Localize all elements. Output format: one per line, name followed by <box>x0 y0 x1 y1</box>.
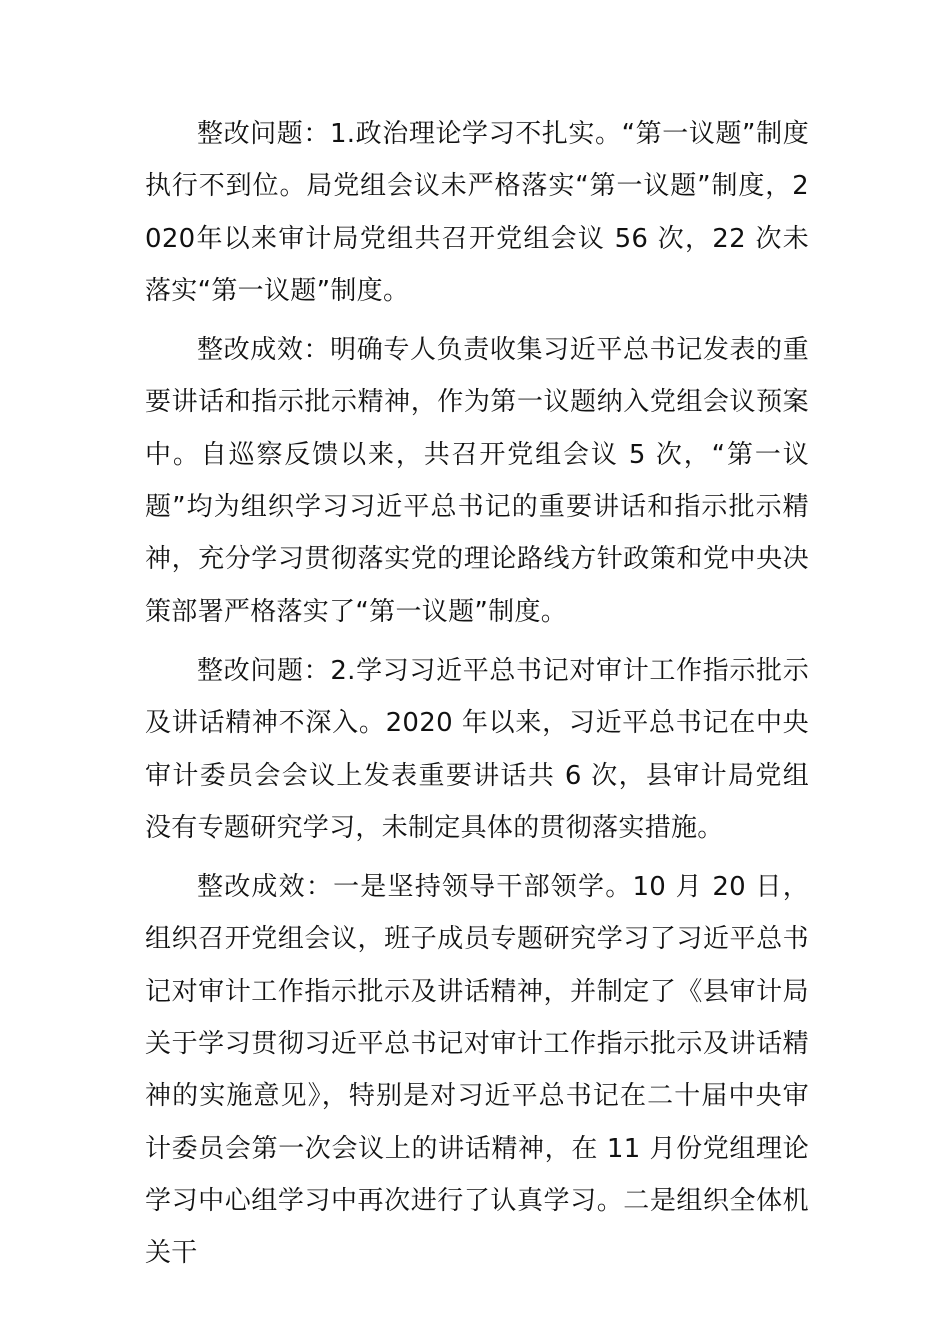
paragraph-1: 整改问题：1.政治理论学习不扎实。“第一议题”制度执行不到位。局党组会议未严格落实“第一议题”制度，2020年以来审计局党组共召开党组会议 56 次，22 次未落实“第一议题”制度。 <box>145 119 809 306</box>
paragraph-2: 整改成效：明确专人负责收集习近平总书记发表的重要讲话和指示批示精神，作为第一议题纳入党组会议预案中。自巡察反馈以来，共召开党组会议 5 次，“第一议题”均为组织学习习近平总书记的重要讲话和指示批示精神，充分学习贯彻落实党的理论路线方针政策和党中央决策部署严格落实了“第一议题”制度。 <box>145 335 809 627</box>
paragraph-4: 整改成效：一是坚持领导干部领学。10 月 20 日，组织召开党组会议，班子成员专题研究学习了习近平总书记对审计工作指示批示及讲话精神，并制定了《县审计局关于学习贯彻习近平总书记对审计工作指示批示及讲话精神的实施意见》，特别是对习近平总书记在二十届中央审计委员会第一次会议上的讲话精神，在 11 月份党组理论学习中心组学习中再次进行了认真学习。二是组织全体机关干 <box>145 872 809 1269</box>
document-body <box>145 108 809 1287</box>
paragraph-3: 整改问题：2.学习习近平总书记对审计工作指示批示及讲话精神不深入。2020 年以来，习近平总书记在中央审计委员会会议上发表重要讲话共 6 次，县审计局党组没有专题研究学习，未制定具体的贯彻落实措施。 <box>145 655 809 843</box>
